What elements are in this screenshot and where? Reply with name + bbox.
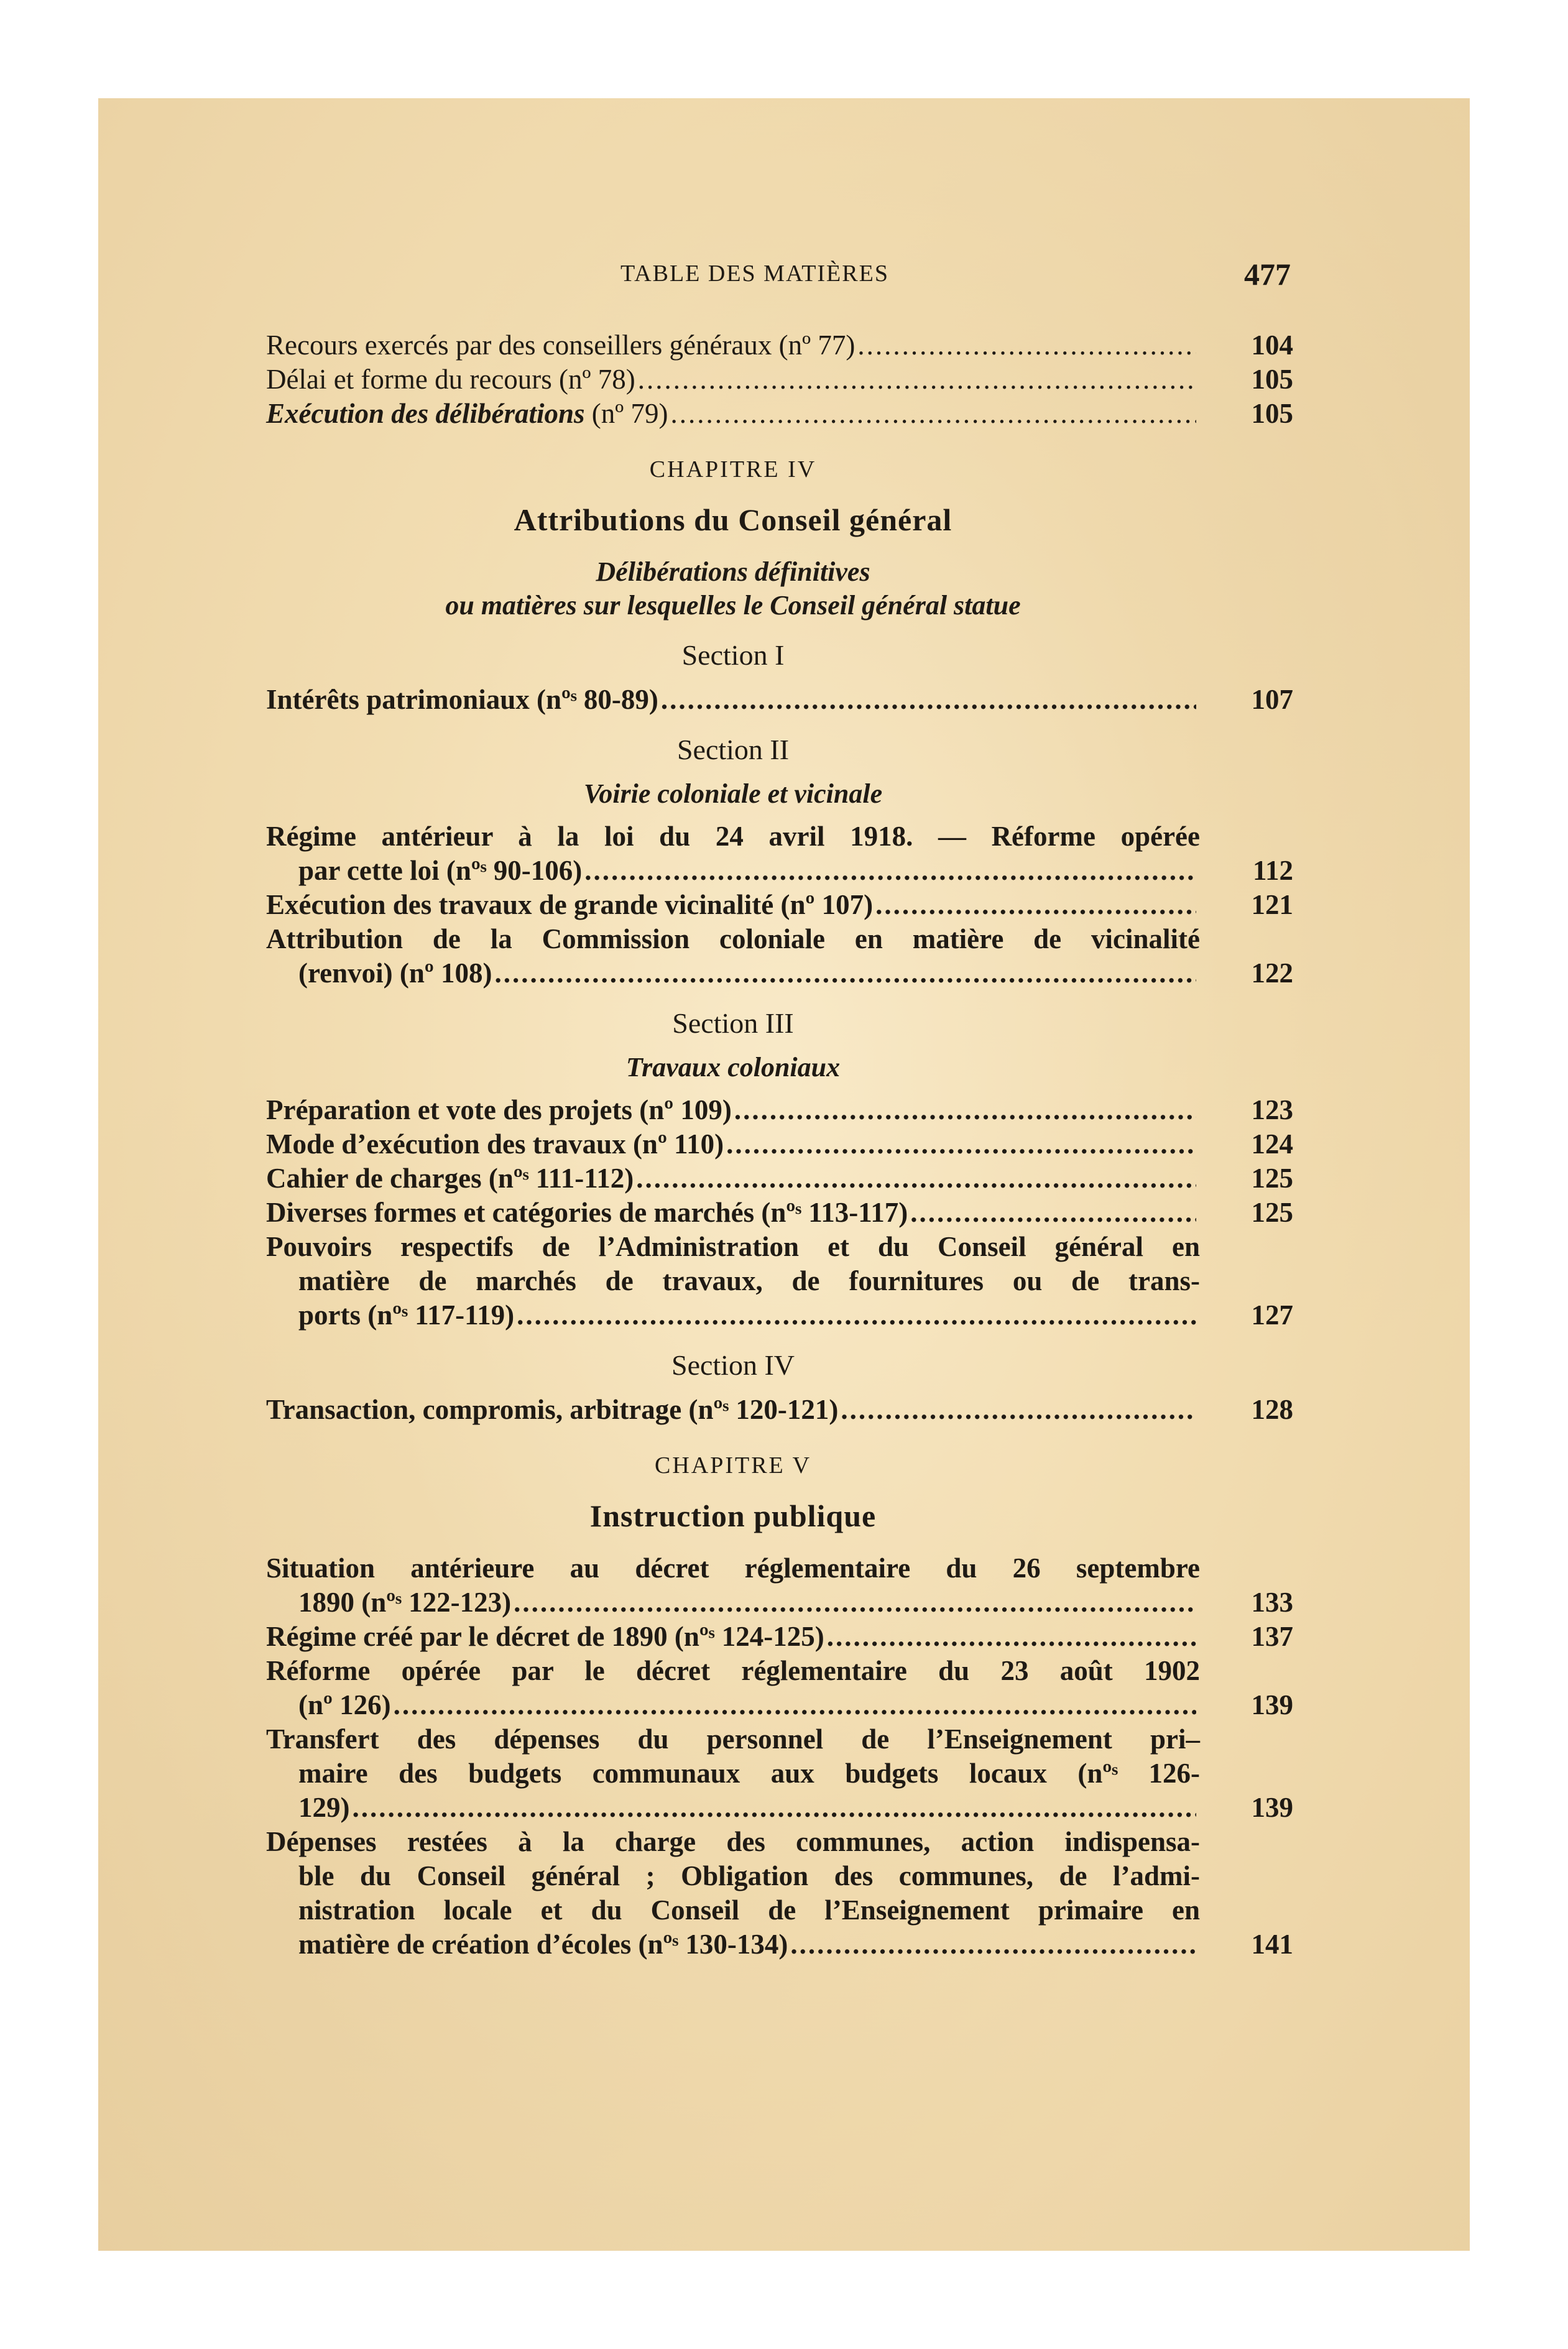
toc-page-number: 123: [1251, 1094, 1293, 1125]
toc-page-number: 124: [1251, 1128, 1293, 1160]
toc-entry: Intérêts patrimoniaux (nºˢ 80-89) ..... 107: [266, 683, 1293, 717]
toc-page-number: 128: [1251, 1394, 1293, 1425]
table-of-contents: [266, 328, 1293, 1962]
section-label: Section I: [681, 639, 785, 671]
toc-page-number: 139: [1251, 1792, 1293, 1823]
toc-entry: Exécution des délibérations (nº 79) ..... 105: [266, 397, 1293, 431]
page-number: 477: [1244, 257, 1291, 292]
section-subtitle: Voirie coloniale et vicinale: [583, 778, 883, 809]
section-label: Section II: [676, 734, 790, 765]
toc-entry: Diverses formes et catégories de marchés (nºˢ 113-117) ..... 125: [266, 1196, 1293, 1230]
toc-page-number: 139: [1251, 1689, 1293, 1720]
toc-entry: Pouvoirs respectifs de l’Administration et du Conseil général en matière de marchés de travaux, de fournitures ou de trans- ports (nºˢ 117-119) ..... 127: [266, 1230, 1293, 1332]
toc-entry: Cahier de charges (nºˢ 111-112) ..... 125: [266, 1161, 1293, 1196]
toc-entry: Transfert des dépenses du personnel de l’Enseignement pri– maire des budgets communaux aux budgets locaux (nºˢ 126- 129) ..... 139: [266, 1722, 1293, 1825]
page-header: [98, 257, 1470, 297]
chapter-label: CHAPITRE V: [654, 1452, 812, 1479]
toc-entry: Recours exercés par des conseillers généraux (nº 77) ..... 104: [266, 328, 1293, 362]
section-label: Section IV: [671, 1349, 795, 1381]
toc-entry: Régime créé par le décret de 1890 (nºˢ 124-125) ..... 137: [266, 1620, 1293, 1654]
toc-entry: Réforme opérée par le décret réglementaire du 23 août 1902 (nº 126) ..... 139: [266, 1654, 1293, 1722]
chapter-label: CHAPITRE IV: [649, 456, 817, 482]
toc-page-number: 107: [1251, 684, 1293, 715]
toc-entry: Attribution de la Commission coloniale en matière de vicinalité (renvoi) (nº 108) ..... 122: [266, 922, 1293, 990]
toc-page-number: 127: [1251, 1299, 1293, 1331]
toc-page-number: 112: [1252, 855, 1293, 886]
running-title: TABLE DES MATIÈRES: [620, 261, 889, 287]
toc-entry: Exécution des travaux de grande vicinalité (nº 107) ..... 121: [266, 888, 1293, 922]
toc-entry: Préparation et vote des projets (nº 109) ..... 123: [266, 1093, 1293, 1127]
toc-page-number: 105: [1251, 364, 1293, 395]
chapter-title: Attributions du Conseil général: [514, 502, 952, 537]
book-page: [98, 98, 1470, 2251]
toc-entry: Mode d’exécution des travaux (nº 110) ..... 124: [266, 1127, 1293, 1161]
chapter-subtitle: ou matières sur lesquelles le Conseil général statue: [445, 590, 1021, 621]
toc-page-number: 122: [1251, 958, 1293, 989]
toc-page-number: 137: [1251, 1621, 1293, 1652]
toc-page-number: 133: [1251, 1587, 1293, 1618]
section-label: Section III: [672, 1007, 794, 1039]
toc-page-number: 141: [1251, 1929, 1293, 1960]
section-subtitle: Travaux coloniaux: [625, 1052, 841, 1082]
chapter-subtitle: Délibérations définitives: [596, 556, 870, 587]
toc-entry: Délai et forme du recours (nº 78) ..... 105: [266, 362, 1293, 397]
toc-page-number: 105: [1251, 398, 1293, 429]
toc-entry: Régime antérieur à la loi du 24 avril 1918. — Réforme opérée par cette loi (nºˢ 90-106) ..... 112: [266, 819, 1293, 888]
toc-page-number: 125: [1251, 1197, 1293, 1228]
toc-entry: Dépenses restées à la charge des communes, action indispensa- ble du Conseil général ; Obligation des communes, de l’admi- nistration locale et du Conseil de l’Enseignement primaire en matière de création d’écoles (nºˢ 130-134) ..... 141: [266, 1825, 1293, 1962]
toc-entry: Situation antérieure au décret réglementaire du 26 septembre 1890 (nºˢ 122-123) ..... 133: [266, 1551, 1293, 1620]
toc-page-number: 104: [1251, 330, 1293, 361]
toc-page-number: 125: [1251, 1163, 1293, 1194]
toc-entry: Transaction, compromis, arbitrage (nºˢ 120-121) ..... 128: [266, 1393, 1293, 1427]
chapter-title: Instruction publique: [589, 1498, 877, 1533]
toc-page-number: 121: [1251, 889, 1293, 920]
